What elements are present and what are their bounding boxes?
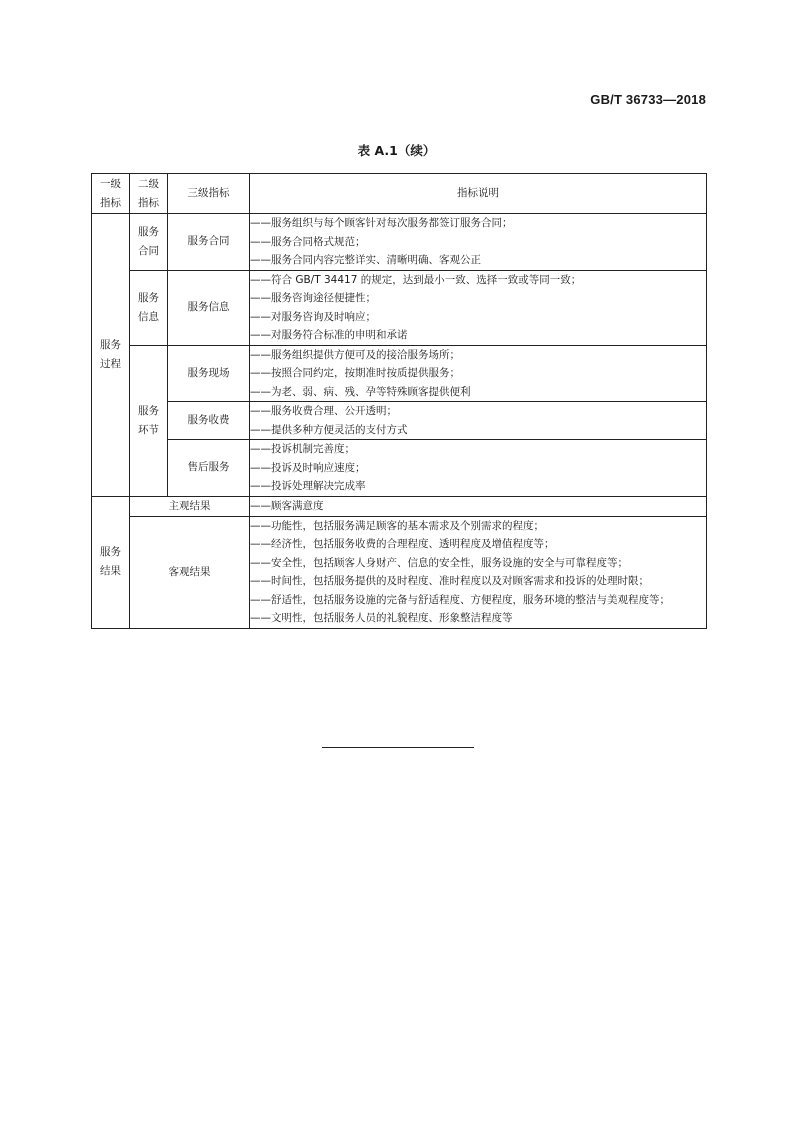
- table-header-row: [92, 174, 707, 214]
- header-level1: 一级 指标: [92, 174, 130, 214]
- table-row-service-info: [92, 270, 707, 345]
- description-service-contract: ——服务组织与每个顾客针对每次服务都签订服务合同； ——服务合同格式规范； ——服务合同内容完整详实、清晰明确、客观公正: [250, 214, 707, 271]
- table-row-objective-result: [92, 516, 707, 628]
- level3-service-fee: 服务收费: [168, 402, 250, 440]
- end-of-document-rule: [322, 747, 474, 748]
- level3-service-contract: 服务合同: [168, 214, 250, 271]
- level3-after-sales: 售后服务: [168, 440, 250, 497]
- level2-objective-result: 客观结果: [130, 516, 250, 628]
- description-after-sales: ——投诉机制完善度； ——投诉及时响应速度； ——投诉处理解决完成率: [250, 440, 707, 497]
- indicator-table: [91, 173, 707, 629]
- header-level3: 三级指标: [168, 174, 250, 214]
- table-title: 表 A.1（续）: [357, 143, 436, 158]
- level1-service-process: 服务 过程: [92, 214, 130, 497]
- description-objective-result: ——功能性，包括服务满足顾客的基本需求及个别需求的程度； ——经济性，包括服务收费的合理程度、透明程度及增值程度等； ——安全性，包括顾客人身财产、信息的安全性，服务设施的安全与可靠程度等； ——时间性，包括服务提供的及时程度、准时程度以及对顾客需求和投诉的处理时限； ——舒适性，包括服务设施的完备与舒适程度、方便程度，服务环境的整洁与美观程度等； ——文明性，包括服务人员的礼貌程度、形象整洁程度等: [250, 516, 707, 628]
- level2-service-info: 服务 信息: [130, 270, 168, 345]
- table-row-service-contract: [92, 214, 707, 271]
- header-level2: 二级 指标: [130, 174, 168, 214]
- description-service-fee: ——服务收费合理、公开透明； ——提供多种方便灵活的支付方式: [250, 402, 707, 440]
- description-service-info: ——符合 GB/T 34417 的规定，达到最小一致、选择一致或等同一致； ——服务咨询途径便捷性； ——对服务咨询及时响应； ——对服务符合标准的申明和承诺: [250, 270, 707, 345]
- level2-service-contract: 服务 合同: [130, 214, 168, 271]
- description-subjective-result: ——顾客满意度: [250, 496, 707, 516]
- level1-service-result: 服务 结果: [92, 496, 130, 628]
- level3-service-site: 服务现场: [168, 345, 250, 402]
- level2-subjective-result: 主观结果: [130, 496, 250, 516]
- level2-service-link: 服务 环节: [130, 345, 168, 496]
- table-row-subjective-result: [92, 496, 707, 516]
- table-row-after-sales: [92, 440, 707, 497]
- standard-code: GB/T 36733—2018: [590, 92, 706, 107]
- level3-service-info: 服务信息: [168, 270, 250, 345]
- table-row-service-fee: [92, 402, 707, 440]
- table-row-service-site: [92, 345, 707, 402]
- description-service-site: ——服务组织提供方便可及的接洽服务场所； ——按照合同约定，按期准时按质提供服务； ——为老、弱、病、残、孕等特殊顾客提供便利: [250, 345, 707, 402]
- header-description: 指标说明: [250, 174, 707, 214]
